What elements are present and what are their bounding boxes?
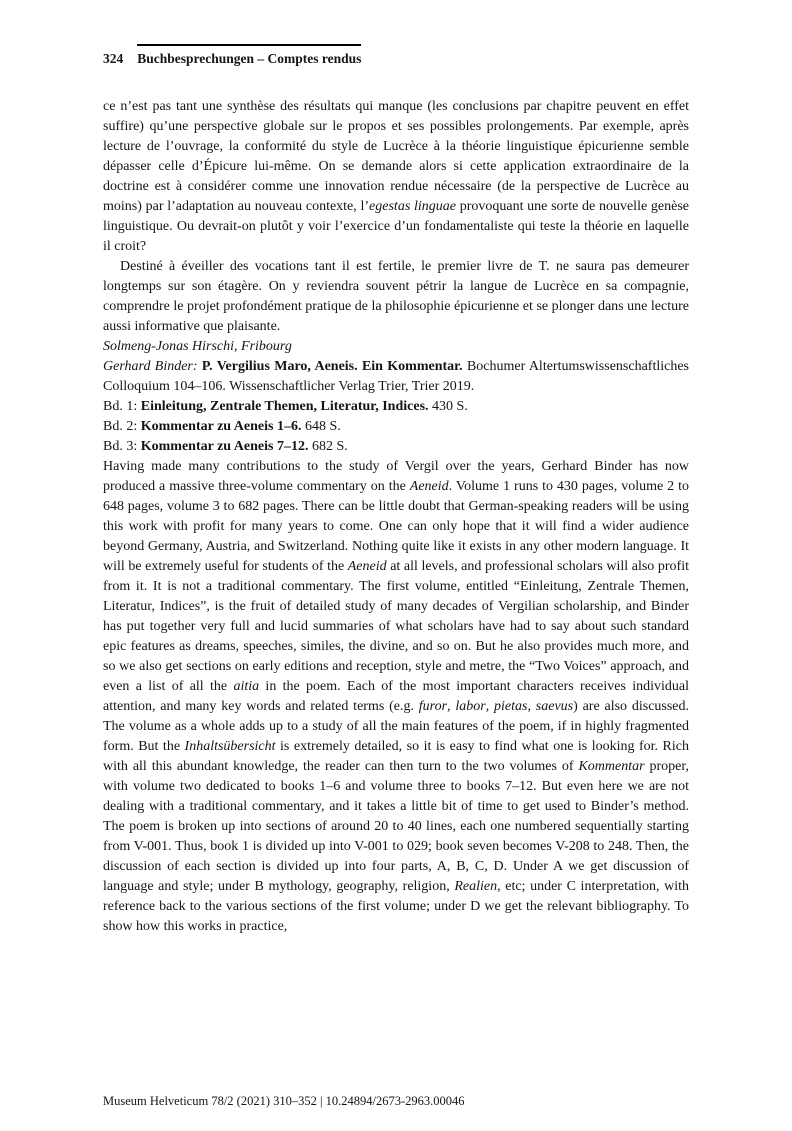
text-run: at all levels, and professional scholars will also profit from it. It is not a traditional commentary. The first volume, entitled “Einleitung, Zentrale Themen, Literatur, Indices”, is the fruit of detailed study of many decades of Vergilian scholarship, and Binder has put together very full and lucid summaries of what scholars have had to say about such standard epic features as dreams, speeches, similes, the divine, and so on. But he also provides much more, and so we also get sections on early editions and reception, style and metre, the “Two Voices” approach, and even a list of all the	[103, 559, 689, 694]
text-run: Kommentar zu Aeneis 7–12.	[140, 439, 309, 454]
text-run: . Volume 1 runs to 430 pages, volume 2 to 648 pages, volume 3 to 682 pages. There can be little doubt that German-speaking readers will be using this work with profit for many years to come. One can only hope that it will find a wider audience beyond Germany, Austria, and Switzerland. Nothing quite like it exists in any other modern language. It will be extremely useful for students of the	[103, 479, 689, 574]
text-run: Solmeng-Jonas Hirschi, Fribourg	[103, 339, 292, 354]
text-run: ,	[527, 699, 536, 714]
page-body	[103, 97, 689, 937]
text-run: ,	[485, 699, 495, 714]
review-heading	[103, 357, 689, 397]
text-run: ,	[447, 699, 456, 714]
text-run: furor	[418, 699, 448, 714]
text-run: Inhaltsübersicht	[184, 739, 276, 754]
volume-line-1	[103, 397, 689, 417]
text-run: ) are also discussed. The volume as a whole adds up to a study of all the main features of the poem, if in highly fragmented form. But the	[103, 699, 690, 754]
text-run: Having made many contributions to the study of Vergil over the years, Gerhard Binder has now produced a massive three-volume commentary on the	[103, 459, 689, 494]
text-run: Destiné à éveiller des vocations tant il est fertile, le premier livre de T. ne saura pas demeurer longtemps sur son étagère. On y reviendra souvent pétrir la langue de Lucrèce en sa compagnie, comprendre le projet profondément pratique de la philosophie épicurienne et se plonger dans une lecture aussi informative que plaisante.	[103, 259, 689, 334]
text-run: aitia	[233, 679, 260, 694]
text-run: 430 S.	[428, 399, 468, 414]
text-run: provoquant une sorte de nouvelle genèse linguistique. Ou devrait-on plutôt y voir l’exercice d’un fondamentaliste qui teste la théorie en laquelle il croit?	[103, 199, 689, 254]
text-run: Bd. 3:	[103, 439, 141, 454]
text-run: 648 S.	[301, 419, 341, 434]
text-run: 682 S.	[308, 439, 348, 454]
text-run: Bd. 1:	[103, 399, 141, 414]
text-run: egestas linguae	[369, 199, 456, 214]
text-run: proper, with volume two dedicated to books 1–6 and volume three to books 7–12. But even here we are not dealing with a traditional commentary, and it takes a little bit of time to get used to Binder’s method. The poem is broken up into sections of around 20 to 40 lines, each one numbered sequentially starting from V-001. Thus, book 1 is divided up into V-001 to 029; book seven becomes V-208 to 248. Then, the discussion of each section is divided up into four parts, A, B, C, D. Under A we get discussion of language and style; under B mythology, geography, religion,	[103, 759, 689, 894]
text-run: Gerhard Binder:	[103, 359, 202, 374]
text-run: Kommentar zu Aeneis 1–6.	[140, 419, 302, 434]
text-run: Kommentar	[578, 759, 645, 774]
review-continuation-paragraph	[103, 97, 689, 257]
text-run: Einleitung, Zentrale Themen, Literatur, Indices.	[140, 399, 429, 414]
review-body-paragraph	[103, 457, 689, 937]
text-run: is extremely detailed, so it is easy to find what one is looking for. Rich with all this abundant knowledge, the reader can then turn to the two volumes of	[103, 739, 689, 774]
text-run: in the poem. Each of the most important characters receives individual attention, and many key words and related terms (e.g.	[103, 679, 689, 714]
text-run: labor	[455, 699, 486, 714]
text-run: Bochumer Altertumswissenschaftliches Colloquium 104–106. Wissenschaftlicher Verlag Trier, Trier 2019.	[103, 359, 690, 394]
closing-paragraph	[103, 257, 689, 337]
page-footer: Museum Helveticum 78/2 (2021) 310–352 | 10.24894/2673-2963.00046	[103, 1094, 465, 1108]
text-run: Aeneid	[347, 559, 387, 574]
text-run: P. Vergilius Maro, Aeneis. Ein Kommentar.	[201, 359, 463, 374]
reviewer-signature	[103, 337, 689, 357]
text-run: pietas	[494, 699, 528, 714]
page-header	[103, 44, 689, 67]
text-run: Realien	[454, 879, 498, 894]
text-run: ce n’est pas tant une synthèse des résultats qui manque (les conclusions par chapitre peuvent en effet suffire) qu’une perspective globale sur le propos et ses possibles prolongements. Par exemple, après lecture de l’ouvrage, la conformité du style de Lucrèce à la théorie linguistique épicurienne semble dépasser celle d’Épicure lui-même. On se demande alors si cette application extraordinaire de la doctrine est à considérer comme une innovation rendue nécessaire (de la perspective de Lucrèce au moins) par l’adaptation au nouveau contexte, l’	[103, 99, 689, 214]
page-number: 324	[103, 51, 124, 66]
text-run: , etc; under C interpretation, with reference back to the various sections of the first volume; under D we get the relevant bibliography. To show how this works in practice,	[103, 879, 689, 934]
text-run: Aeneid	[409, 479, 449, 494]
text-run: saevus	[535, 699, 574, 714]
volume-line-2	[103, 417, 689, 437]
running-head: Buchbesprechungen – Comptes rendus	[137, 44, 361, 67]
volume-line-3	[103, 437, 689, 457]
text-run: Bd. 2:	[103, 419, 141, 434]
